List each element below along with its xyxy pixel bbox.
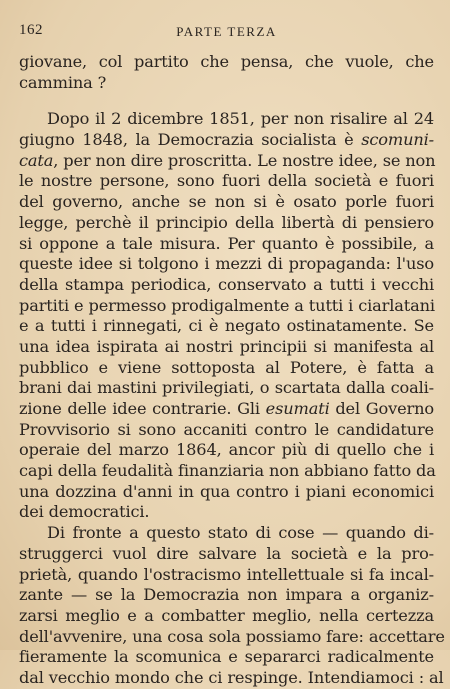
text-line: e a tutti i rinnegati, ci è negato ostinatamente. Se — [19, 316, 434, 336]
text-line: zarsi meglio e a combatter meglio, nella certezza — [19, 605, 434, 625]
text-line: del governo, anche se non si è osato porle fuori — [19, 192, 434, 212]
text-line: dal vecchio mondo che ci respinge. Intendiamoci : al — [19, 667, 444, 687]
text-line: le nostre persone, sono fuori della società e fuori — [19, 171, 434, 191]
text-line: dell'avvenire, una cosa sola possiamo fare: accettare — [19, 626, 445, 646]
text-line: capi della feudalità finanziaria non abbiano fatto da — [19, 461, 436, 481]
text-line: zante — se la Democrazia non impara a organiz- — [19, 585, 434, 605]
text-line: una dozzina d'anni in qua contro i piani economici — [19, 481, 434, 501]
text-line: operaie del marzo 1864, ancor più di quello che i — [19, 440, 434, 460]
text-line: Provvisorio si sono accaniti contro le candidature — [19, 419, 434, 439]
page-number: 162 — [19, 22, 43, 38]
text-line: fieramente la scomunica e separarci radicalmente — [19, 647, 434, 667]
text-line: Dopo il 2 dicembre 1851, per non risalire al 24 — [47, 109, 434, 129]
text-line: giugno 1848, la Democrazia socialista è scomuni- — [19, 130, 434, 150]
text-line: struggerci vuol dire salvare la società e la pro- — [19, 543, 434, 563]
text-line: della stampa periodica, conservato a tutti i vecchi — [19, 274, 434, 294]
text-line: zione delle idee contrarie. Gli esumati del Governo — [19, 399, 434, 418]
text-line: cammina ? — [19, 72, 107, 92]
text-line: queste idee si tolgono i mezzi di propaganda: l'uso — [19, 254, 434, 274]
page-header — [19, 22, 434, 40]
text-line: Di fronte a questo stato di cose — quando di- — [47, 523, 434, 543]
text-line: giovane, col partito che pensa, che vuole, che — [19, 52, 434, 71]
body-text — [19, 52, 445, 689]
text-line: cata, per non dire proscritta. Le nostre idee, se non — [19, 150, 436, 170]
text-line: partiti e permesso prodigalmente a tutti i ciarlatani — [19, 295, 435, 315]
text-line: pubblico e viene sottoposta al Potere, è fatta a — [19, 357, 434, 377]
text-line: si oppone a tale misura. Per quanto è possibile, a — [19, 233, 434, 253]
text-line: prietà, quando l'ostracismo intellettuale si fa incal- — [19, 564, 434, 584]
text-line: una idea ispirata ai nostri principii si manifesta al — [19, 336, 434, 356]
text-line: legge, perchè il principio della libertà di pensiero — [19, 212, 434, 232]
running-title: PARTE TERZA — [176, 24, 277, 39]
text-line: dei democratici. — [19, 502, 150, 522]
text-line: brani dai mastini privilegiati, o scartata dalla coali- — [19, 378, 434, 398]
